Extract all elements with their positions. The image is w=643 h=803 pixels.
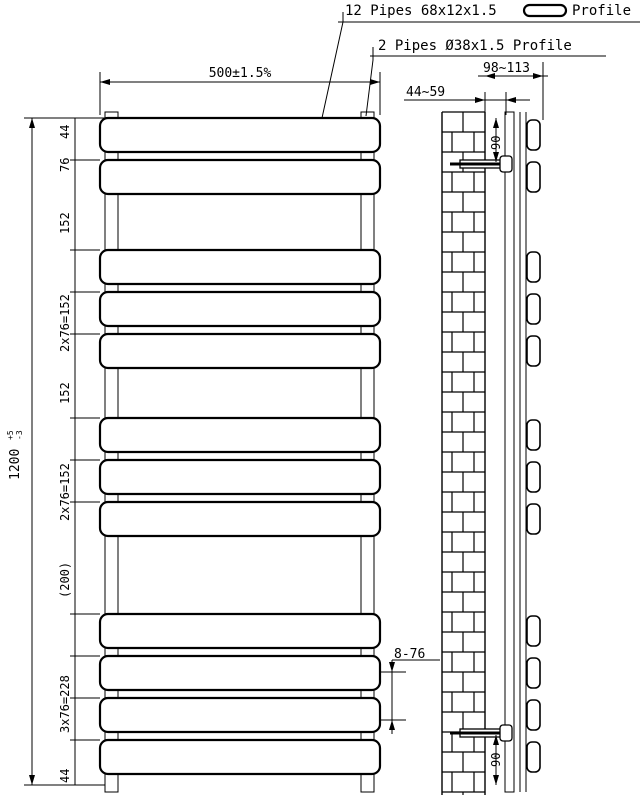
side-tube-profile <box>527 504 540 534</box>
side-tube-profile <box>527 420 540 450</box>
flat-tube-bar <box>100 502 380 536</box>
flat-tube-bar <box>100 460 380 494</box>
front-view <box>100 112 380 792</box>
height-tolerance-bottom: -3 <box>15 430 24 440</box>
profile-labels <box>338 3 640 56</box>
flat-tube-bar <box>100 118 380 152</box>
flat-tube-bar <box>100 292 380 326</box>
bottom-bracket-offset: 90 <box>489 752 503 767</box>
wall-clearance-label: 44~59 <box>406 85 446 100</box>
side-tube-profile <box>527 616 540 646</box>
bottom-wall-bracket <box>450 725 512 741</box>
dim-200: (200) <box>58 561 72 598</box>
height-dimension-label: 1200 <box>8 448 23 480</box>
dim-3x76: 3x76=228 <box>58 675 72 733</box>
pitch-dimension-label: 8-76 <box>394 647 426 662</box>
side-tubes <box>527 120 540 772</box>
side-tube-profile <box>527 742 540 772</box>
flat-tube-bar <box>100 740 380 774</box>
pipes12-label: 12 Pipes 68x12x1.5 <box>345 3 497 19</box>
side-tube-profile <box>527 658 540 688</box>
profile-label: Profile <box>572 3 632 19</box>
side-tube-profile <box>527 252 540 282</box>
side-tube-profile <box>527 162 540 192</box>
side-tube-profile <box>527 120 540 150</box>
flat-tube-bar <box>100 160 380 194</box>
dim-152-b: 152 <box>58 382 72 404</box>
height-tolerance-top: +5 <box>6 430 15 440</box>
depth-label: 98~113 <box>483 61 530 76</box>
dim-152-a: 152 <box>58 212 72 234</box>
dim-44-bottom: 44 <box>58 768 72 783</box>
flat-tube-bar <box>100 250 380 284</box>
dim-2x76-a: 2x76=152 <box>58 294 72 352</box>
width-dimension-label: 500±1.5% <box>208 66 272 81</box>
dim-76: 76 <box>58 157 72 172</box>
dim-44-top: 44 <box>58 124 72 139</box>
brick-wall <box>442 112 485 795</box>
side-view <box>404 61 548 795</box>
flat-profile-icon <box>524 5 566 16</box>
side-tube-profile <box>527 294 540 324</box>
flat-tube-bar <box>100 418 380 452</box>
top-wall-bracket <box>450 156 512 172</box>
side-tube-profile <box>527 700 540 730</box>
flat-tube-bar <box>100 656 380 690</box>
flat-tube-bars <box>100 118 380 774</box>
side-tube-profile <box>527 336 540 366</box>
dim-2x76-b: 2x76=152 <box>58 463 72 521</box>
flat-tube-bar <box>100 698 380 732</box>
flat-tube-bar <box>100 334 380 368</box>
pipes2-label: 2 Pipes Ø38x1.5 Profile <box>378 38 572 54</box>
side-tube-profile <box>527 462 540 492</box>
top-bracket-offset: 90 <box>489 135 503 150</box>
flat-tube-bar <box>100 614 380 648</box>
